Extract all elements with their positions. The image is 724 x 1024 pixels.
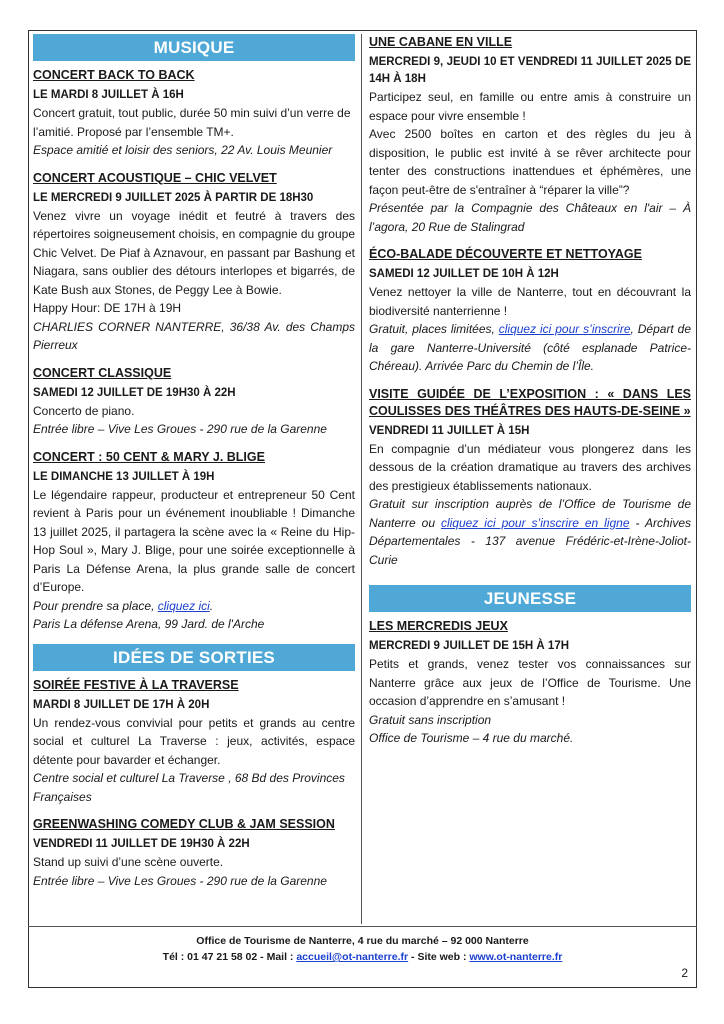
page-number: 2 (681, 966, 688, 980)
section-header-musique: MUSIQUE (33, 34, 355, 61)
event-eco-balade (369, 246, 691, 376)
left-column (33, 34, 355, 890)
event-concert-back-to-back (33, 67, 355, 160)
event-50cent-mary-j-blige (33, 449, 355, 634)
event-date: LE DIMANCHE 13 JUILLET À 19H (33, 470, 215, 483)
event-description: Participez seul, en famille ou entre amis à construire un espace pour vivre ensemble ! (369, 90, 691, 123)
event-date: MERCREDI 9 JUILLET DE 15H À 17H (369, 640, 570, 652)
event-cabane-en-ville (369, 34, 691, 236)
cta-prefix: Pour prendre sa place, (33, 598, 158, 613)
event-title: CONCERT : 50 CENT & MARY J. BLIGE (33, 449, 265, 464)
event-description: Un rendez-vous convivial pour petits et grands au centre social et culturel La Traverse : jeux, activités, espace détente pour bavarder et échanger. (33, 715, 355, 767)
cta-suffix: . (209, 598, 214, 613)
event-description: Petits et grands, venez tester vos connaissances sur Nanterre grâce aux jeux de l’Office de Tourisme. Une occasion d’apprendre en s’amusant ! (369, 657, 691, 708)
register-online-link[interactable]: cliquez ici pour s’inscrire en ligne (440, 515, 630, 530)
ticket-link[interactable]: cliquez ici (157, 598, 210, 613)
event-visite-guidee (369, 386, 691, 570)
event-place: Office de Tourisme – 4 rue du marché. (369, 731, 574, 745)
place-suffix: - Archives Départementales - 137 avenue Frédéric-et-Irène-Joliot-Curie (369, 515, 692, 567)
event-description: Le légendaire rappeur, producteur et entrepreneur 50 Cent revient à Paris pour un événement inoubliable ! Dimanche 13 juillet 2025, il partagera la scène avec la « Reine du Hip-Hop Soul », Mary J. Blige, pour une soirée exceptionnelle à Paris La Défense Arena, la plus grande salle de concert d’Europe. (33, 487, 355, 594)
event-title: CONCERT ACOUSTIQUE – CHIC VELVET (33, 170, 277, 185)
event-place: Espace amitié et loisir des seniors, 22 Av. Louis Meunier (33, 143, 333, 157)
event-note: Gratuit sans inscription (369, 712, 492, 727)
event-place: Présentée par la Compagnie des Châteaux en l'air – À l’agora, 20 Rue de Stalingrad (369, 201, 691, 234)
event-description: Concerto de piano. (33, 403, 135, 418)
event-date: VENDREDI 11 JUILLET DE 19H30 À 22H (33, 838, 250, 850)
event-mercredis-jeux (369, 618, 691, 748)
event-cta (33, 597, 355, 616)
event-title: CONCERT CLASSIQUE (33, 365, 172, 380)
event-title: VISITE GUIDÉE DE L’EXPOSITION : « DANS LES COULISSES DES THÉÂTRES DES HAUTS-DE-SEINE » (369, 386, 691, 418)
event-title: LES MERCREDIS JEUX (369, 619, 508, 633)
event-date: SAMEDI 12 JUILLET DE 19H30 À 22H (33, 386, 236, 399)
event-extra: Happy Hour: DE 17H à 19H (33, 301, 182, 315)
page-footer (28, 926, 697, 965)
place-prefix: Gratuit, places limitées, (369, 322, 499, 336)
event-description: Stand up suivi d’une scène ouverte. (33, 855, 224, 869)
event-title: UNE CABANE EN VILLE (369, 35, 513, 49)
event-date: VENDREDI 11 JUILLET À 15H (369, 424, 530, 437)
event-place: CHARLIES CORNER NANTERRE, 36/38 Av. des Champs Pierreux (33, 319, 355, 352)
footer-address: Office de Tourisme de Nanterre, 4 rue du marché – 92 000 Nanterre (196, 935, 529, 947)
event-chic-velvet (33, 170, 355, 355)
place-prefix: Gratuit sur inscription auprès de l’Office de Tourisme de Nanterre ou (369, 497, 691, 530)
event-place (369, 495, 691, 569)
register-link[interactable]: cliquez ici pour s’inscrire (498, 322, 631, 336)
event-date: MARDI 8 JUILLET DE 17H À 20H (33, 698, 210, 711)
event-title: ÉCO-BALADE DÉCOUVERTE ET NETTOYAGE (369, 247, 642, 261)
footer-site-link[interactable]: www.ot-nanterre.fr (469, 951, 563, 963)
event-place: Paris La défense Arena, 99 Jard. de l'Arche (33, 617, 265, 631)
event-title: SOIRÉE FESTIVE À LA TRAVERSE (33, 677, 239, 692)
event-description: Venez nettoyer la ville de Nanterre, tout en découvrant la biodiversité nanterrienne ! (369, 285, 691, 318)
event-description: En compagnie d’un médiateur vous plongerez dans les dessous de la création dramatique au travers des archives des prestigieux établissements nationaux. (369, 441, 691, 493)
column-divider (361, 34, 362, 924)
event-title: GREENWASHING COMEDY CLUB & JAM SESSION (33, 817, 335, 831)
footer-mail-link[interactable]: accueil@ot-nanterre.fr (296, 951, 409, 963)
place-suffix: , Départ de la gare Nanterre-Université (côté esplanade Patrice-Chéreau). Arrivée Parc du Chemin de l’Île. (369, 322, 691, 373)
event-date: LE MERCREDI 9 JUILLET 2025 À PARTIR DE 18H30 (33, 191, 314, 204)
event-place: Entrée libre – Vive Les Groues - 290 rue de la Garenne (33, 422, 327, 436)
event-description: Concert gratuit, tout public, durée 50 min suivi d’un verre de l’amitié. Proposé par l’ensemble TM+. (33, 106, 351, 139)
event-title: CONCERT BACK TO BACK (33, 68, 195, 82)
event-date: MERCREDI 9, JEUDI 10 ET VENDREDI 11 JUILLET 2025 DE 14H À 18H (369, 56, 691, 85)
footer-site-label: - Site web : (408, 951, 470, 963)
event-place: Centre social et culturel La Traverse , 68 Bd des Provinces Françaises (33, 771, 345, 804)
event-date: SAMEDI 12 JUILLET DE 10H À 12H (369, 268, 559, 280)
event-description-2: Avec 2500 boîtes en carton et des règles du jeu à disposition, le public est invité à se rêver architecte pour tenter des constructions inattendues et éphémères, une façon peut-être de s'entraîner à “réparer la ville”? (369, 127, 691, 197)
right-column (369, 34, 691, 748)
event-greenwashing-comedy (33, 816, 355, 890)
event-place (369, 320, 691, 376)
footer-contact (28, 949, 697, 965)
section-header-sorties: IDÉES DE SORTIES (33, 644, 355, 671)
section-header-jeunesse: JEUNESSE (369, 585, 691, 612)
footer-tel: Tél : 01 47 21 58 02 - Mail : (162, 951, 297, 963)
event-place: Entrée libre – Vive Les Groues - 290 rue de la Garenne (33, 873, 327, 888)
event-soiree-festive (33, 677, 355, 807)
event-concert-classique (33, 365, 355, 439)
event-description: Venez vivre un voyage inédit et feutré à travers des répertoires soigneusement choisis, en compagnie du groupe Chic Velvet. De Piaf à Aznavour, en passant par Bashung et Niagara, sans oublier des détours interlopes et bigarrés, de Kate Bush aux Stones, de Peggy Lee à Bowie. (33, 208, 355, 297)
event-date: LE MARDI 8 JUILLET À 16H (33, 89, 184, 101)
